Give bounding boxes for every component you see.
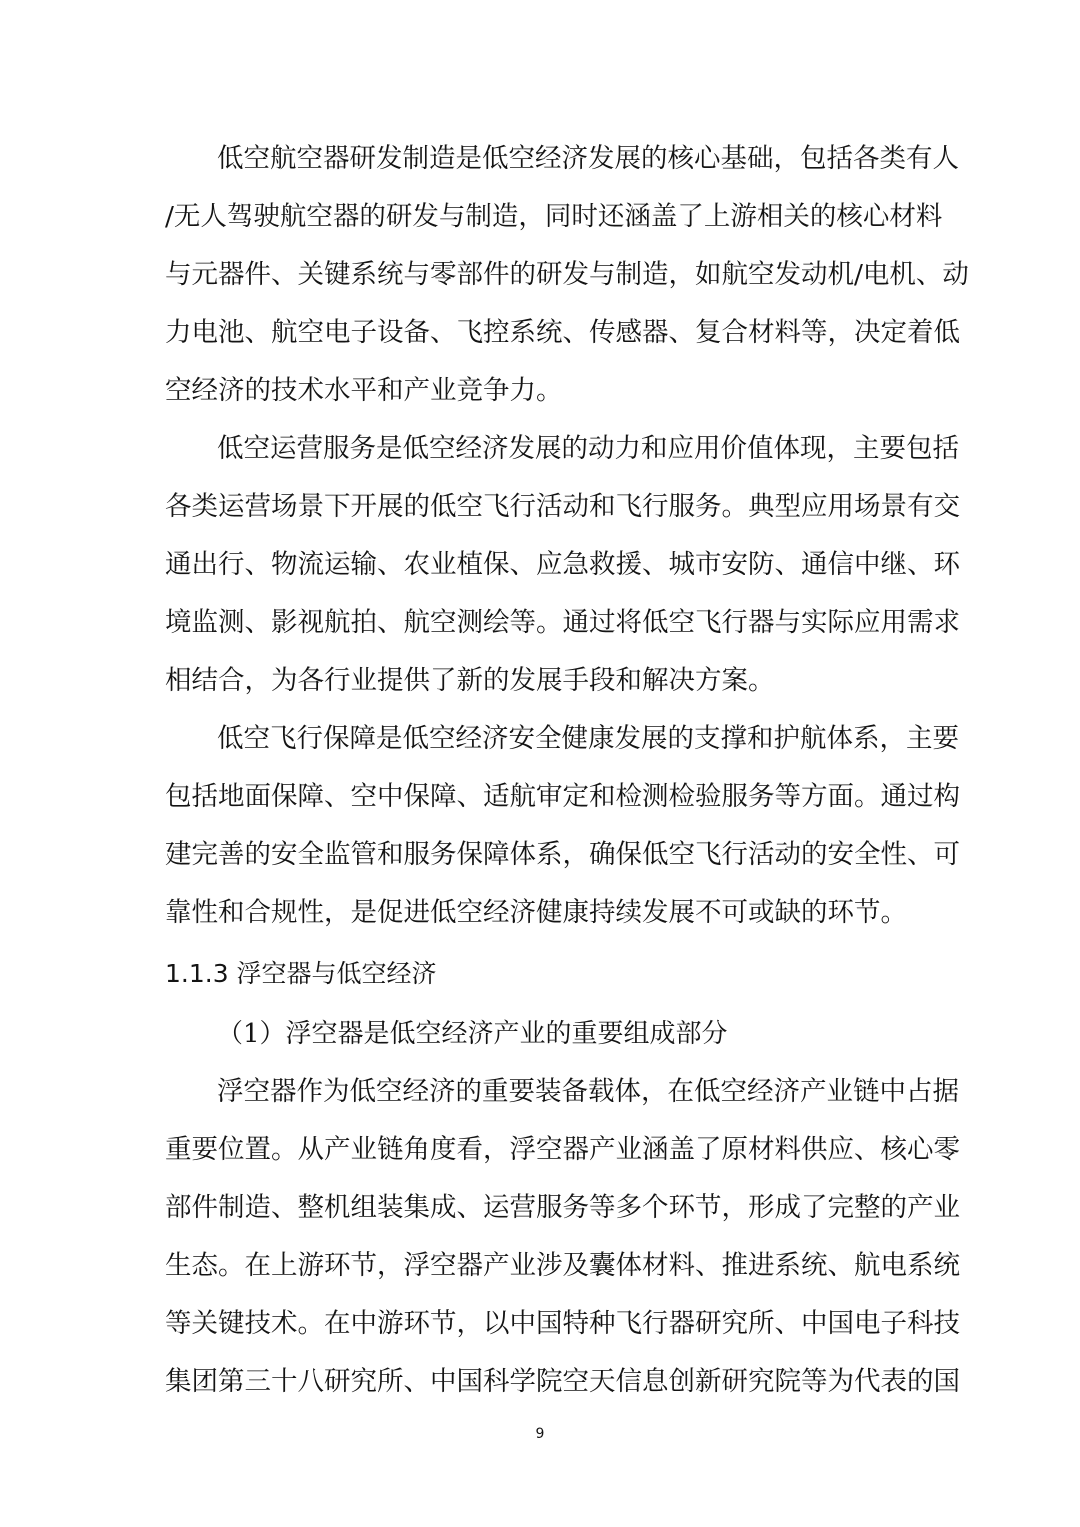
paragraph-3-line-3: 建完善的安全监管和服务保障体系，确保低空飞行活动的安全性、可: [165, 839, 960, 870]
paragraph-4-line-3: 部件制造、整机组装集成、运营服务等多个环节，形成了完整的产业: [165, 1192, 960, 1223]
paragraph-4-line-6: 集团第三十八研究所、中国科学院空天信息创新研究院等为代表的国: [165, 1366, 960, 1397]
paragraph-4-line-5: 等关键技术。在中游环节，以中国特种飞行器研究所、中国电子科技: [165, 1308, 960, 1339]
paragraph-4-line-2: 重要位置。从产业链角度看，浮空器产业涵盖了原材料供应、核心零: [165, 1134, 960, 1165]
paragraph-1-line-3: 与元器件、关键系统与零部件的研发与制造，如航空发动机/电机、动: [165, 259, 969, 290]
paragraph-4-line-1: 浮空器作为低空经济的重要装备载体，在低空经济产业链中占据: [217, 1076, 959, 1107]
paragraph-2-line-4: 境监测、影视航拍、航空测绘等。通过将低空飞行器与实际应用需求: [165, 607, 960, 638]
paragraph-1-line-1: 低空航空器研发制造是低空经济发展的核心基础，包括各类有人: [217, 143, 959, 174]
paragraph-4-line-4: 生态。在上游环节，浮空器产业涉及囊体材料、推进系统、航电系统: [165, 1250, 960, 1281]
paragraph-3-line-1: 低空飞行保障是低空经济安全健康发展的支撑和护航体系，主要: [217, 723, 959, 754]
paragraph-2-line-2: 各类运营场景下开展的低空飞行活动和飞行服务。典型应用场景有交: [165, 491, 960, 522]
paragraph-1-line-5: 空经济的技术水平和产业竞争力。: [165, 375, 563, 406]
paragraph-1-line-4: 力电池、航空电子设备、飞控系统、传感器、复合材料等，决定着低: [165, 317, 960, 348]
paragraph-3-line-4: 靠性和合规性，是促进低空经济健康持续发展不可或缺的环节。: [165, 897, 907, 928]
page-number: 9: [535, 1426, 545, 1442]
paragraph-3-line-2: 包括地面保障、空中保障、适航审定和检测检验服务等方面。通过构: [165, 781, 960, 812]
paragraph-1-line-2: /无人驾驶航空器的研发与制造，同时还涵盖了上游相关的核心材料: [165, 201, 943, 232]
paragraph-2-line-1: 低空运营服务是低空经济发展的动力和应用价值体现，主要包括: [217, 433, 959, 464]
paragraph-2-line-5: 相结合，为各行业提供了新的发展手段和解决方案。: [165, 665, 775, 696]
paragraph-2-line-3: 通出行、物流运输、农业植保、应急救援、城市安防、通信中继、环: [165, 549, 960, 580]
section-heading: 1.1.3 浮空器与低空经济: [165, 959, 437, 988]
section-subheading: （1）浮空器是低空经济产业的重要组成部分: [217, 1019, 728, 1049]
